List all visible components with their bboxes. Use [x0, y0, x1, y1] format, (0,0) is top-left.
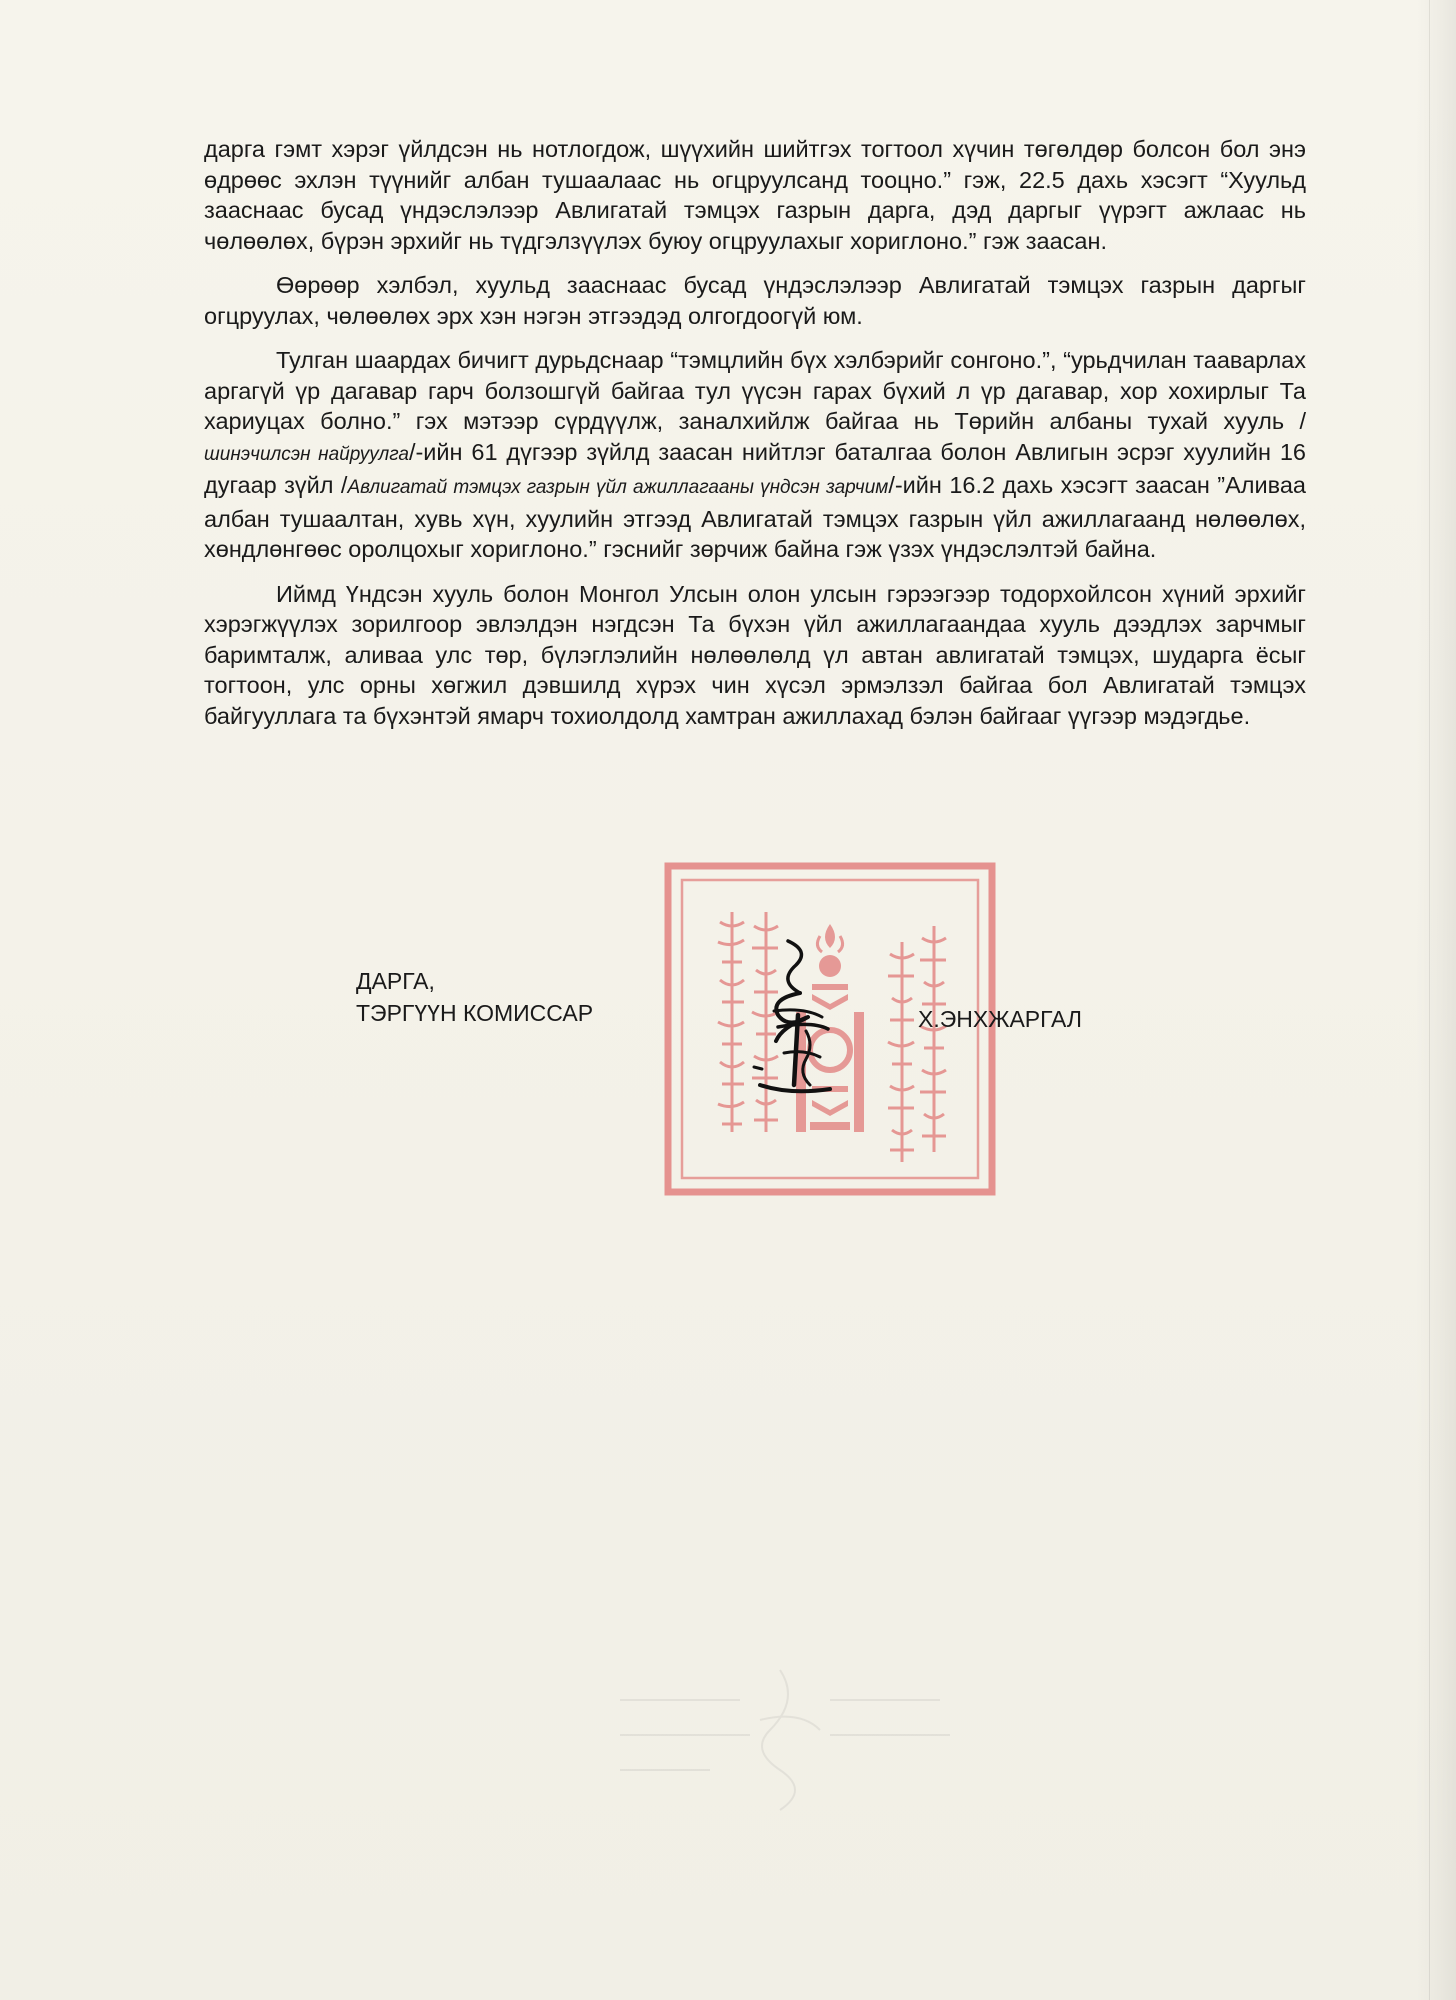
page-edge-shadow	[1416, 0, 1456, 2000]
paragraph-3-text-c: /-ийн 16.2 дахь хэсэгт заасан ”Аливаа албан тушаалтан, хувь хүн, хуулийн этгээд Авлигатай тэмцэх газрын үйл ажиллагаанд нөлөөлөх, хөндлөнгөөс оролцохыг хориглоно.” гэснийг зөрчиж байна гэж үзэх үндэслэлтэй байна.	[204, 472, 1306, 562]
paragraph-3	[204, 345, 1306, 565]
seal-right-script	[888, 926, 946, 1162]
signatory-name: Х.ЭНХЖАРГАЛ	[918, 1006, 1082, 1032]
paragraph-3-italic-a: шинэчилсэн найруулга	[204, 443, 409, 465]
signatory-title-line-1: ДАРГА,	[356, 968, 435, 994]
signatory-title-line-2: ТЭРГҮҮН КОМИССАР	[356, 1000, 594, 1026]
letter-body	[204, 134, 1306, 745]
signatory-title	[356, 965, 593, 1029]
paragraph-4-text: Иймд Үндсэн хууль болон Монгол Улсын олон улсын гэрээгээр тодорхойлсон хүний эрхийг хэрэгжүүлэх зорилгоор эвлэлдэн нэгдсэн Та бүхэн үйл ажиллагаандаа хууль дээдлэх зарчмыг баримталж, аливаа улс төр, бүлэглэлийн нөлөөлөлд үл автан авлигатай тэмцэх, шударга ёсыг тогтоон, улс орны хөгжил дэвшилд хүрэх чин хүсэл эрмэлзэл байгаа бол Авлигатай тэмцэх байгууллага та бүхэнтэй ямарч тохиолдолд хамтран ажиллахад бэлэн байгааг үүгээр мэдэгдье.	[204, 580, 1306, 729]
bleed-through-marks	[600, 1660, 960, 1820]
paragraph-4	[204, 579, 1306, 732]
paragraph-2-text: Өөрөөр хэлбэл, хуульд зааснаас бусад үндэслэлээр Авлигатай тэмцэх газрын даргыг огцруулах, чөлөөлөх эрх хэн нэгэн этгээдэд олгогдоогүй юм.	[204, 272, 1306, 329]
paragraph-2	[204, 270, 1306, 331]
paragraph-1	[204, 134, 1306, 256]
handwritten-signature	[740, 935, 850, 1125]
paragraph-3-text-a: Тулган шаардах бичигт дурьдснаар “тэмцлийн бүх хэлбэрийг сонгоно.”, “урьдчилан тааварлах аргагүй үр дагавар гарч болзошгүй байгаа тул үүсэн гарах бүхий л үр дагавар, хор хохирлыг Та хариуцах болно.” гэх мэтээр сүрдүүлж, заналхийлж байгаа нь Төрийн албаны тухай хууль /	[204, 347, 1306, 434]
paragraph-1-text: дарга гэмт хэрэг үйлдсэн нь нотлогдож, шүүхийн шийтгэх тогтоол хүчин төгөлдөр болсон бол энэ өдрөөс эхлэн түүнийг албан тушаалаас нь огцруулсанд тооцно.” гэж, 22.5 дахь хэсэгт “Хуульд зааснаас бусад үндэслэлээр Авлигатай тэмцэх газрын дарга, дэд даргыг үүрэгт ажлаас нь чөлөөлөх, бүрэн эрхийг нь түдгэлзүүлэх буюу огцруулахыг хориглоно.” гэж заасан.	[204, 136, 1306, 254]
paragraph-3-text-b: /-ийн 61 дүгээр зүйлд заасан нийтлэг баталгаа болон Авлигын эсрэг хуулийн 16 дугаар зүйл /	[204, 438, 1306, 498]
page-edge-line	[1429, 0, 1430, 2000]
paragraph-3-italic-b: Авлигатай тэмцэх газрын үйл ажиллагааны үндсэн зарчим	[347, 477, 889, 498]
